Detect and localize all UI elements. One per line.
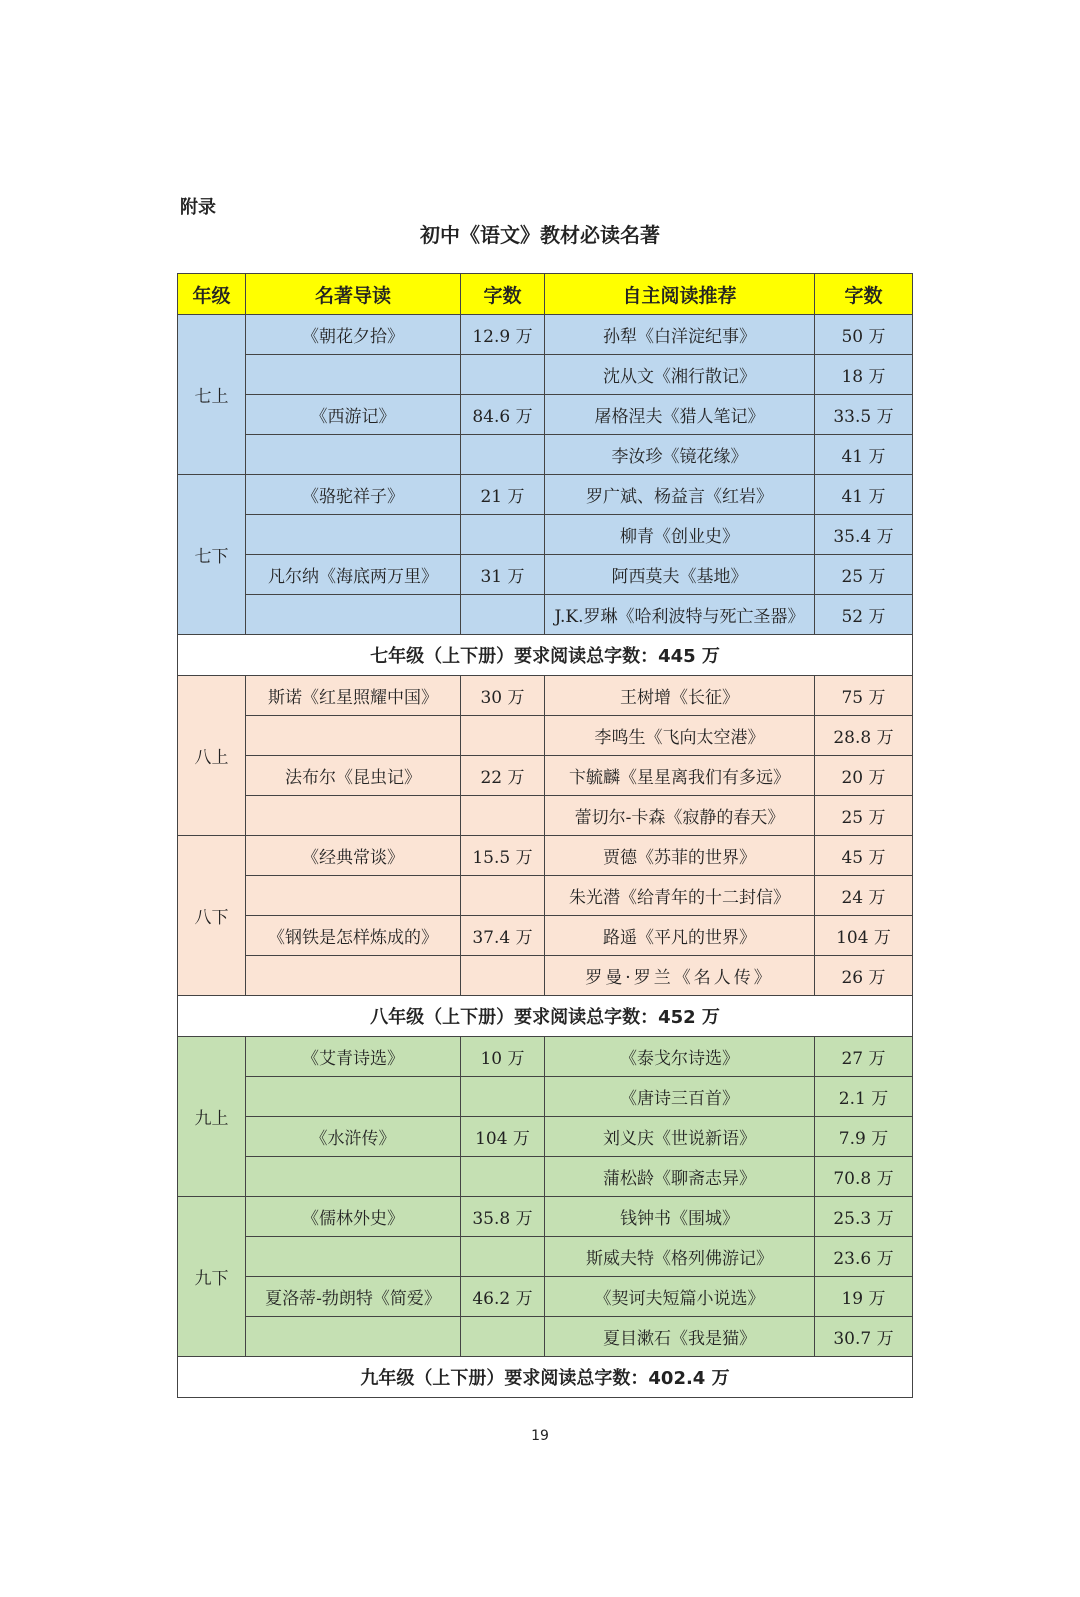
recommended-count: 25 万: [815, 796, 913, 836]
header-word-count-2: 字数: [815, 274, 913, 315]
recommended-count: 30.7 万: [815, 1317, 913, 1357]
recommended-count: 18 万: [815, 355, 913, 395]
guided-count: [461, 796, 545, 836]
guided-count: 35.8 万: [461, 1197, 545, 1237]
grade-cell: 七下: [178, 475, 246, 635]
recommended-count: 25.3 万: [815, 1197, 913, 1237]
header-guided-reading: 名著导读: [246, 274, 461, 315]
table-row: [178, 355, 913, 395]
table-row: [178, 756, 913, 796]
table-row: [178, 1157, 913, 1197]
guided-count: 46.2 万: [461, 1277, 545, 1317]
recommended-book: 屠格涅夫《猎人笔记》: [545, 395, 815, 435]
guided-book: 《钢铁是怎样炼成的》: [246, 916, 461, 956]
page-number: 19: [531, 1428, 549, 1444]
recommended-count: 41 万: [815, 435, 913, 475]
guided-count: 84.6 万: [461, 395, 545, 435]
guided-book: [246, 796, 461, 836]
guided-count: [461, 1157, 545, 1197]
recommended-count: 26 万: [815, 956, 913, 996]
table-row: [178, 1237, 913, 1277]
table-row: [178, 395, 913, 435]
guided-count: [461, 716, 545, 756]
recommended-count: 75 万: [815, 676, 913, 716]
page-title: 初中《语文》教材必读名著: [420, 223, 660, 247]
recommended-book: 柳青《创业史》: [545, 515, 815, 555]
recommended-book: 贾德《苏菲的世界》: [545, 836, 815, 876]
recommended-book: 李汝珍《镜花缘》: [545, 435, 815, 475]
recommended-book: 罗曼·罗兰《名人传》: [545, 956, 815, 996]
grade-8-total: 八年级（上下册）要求阅读总字数：452 万: [178, 996, 913, 1037]
grade-cell: 七上: [178, 315, 246, 475]
recommended-count: 41 万: [815, 475, 913, 515]
header-row: [178, 274, 913, 315]
guided-book: 《水浒传》: [246, 1117, 461, 1157]
recommended-book: 夏目漱石《我是猫》: [545, 1317, 815, 1357]
table-row: [178, 676, 913, 716]
guided-book: 《骆驼祥子》: [246, 475, 461, 515]
grade-cell: 八下: [178, 836, 246, 996]
table-row: [178, 836, 913, 876]
recommended-count: 27 万: [815, 1037, 913, 1077]
grade-cell: 八上: [178, 676, 246, 836]
recommended-count: 52 万: [815, 595, 913, 635]
guided-book: 法布尔《昆虫记》: [246, 756, 461, 796]
table-row: [178, 1117, 913, 1157]
table-row: [178, 595, 913, 635]
guided-book: [246, 515, 461, 555]
guided-count: [461, 956, 545, 996]
guided-book: [246, 716, 461, 756]
recommended-book: 路遥《平凡的世界》: [545, 916, 815, 956]
table-row: [178, 555, 913, 595]
guided-count: 30 万: [461, 676, 545, 716]
guided-count: [461, 1237, 545, 1277]
recommended-count: 28.8 万: [815, 716, 913, 756]
recommended-book: 刘义庆《世说新语》: [545, 1117, 815, 1157]
recommended-count: 104 万: [815, 916, 913, 956]
recommended-book: 朱光潜《给青年的十二封信》: [545, 876, 815, 916]
guided-count: [461, 355, 545, 395]
guided-book: [246, 1317, 461, 1357]
recommended-book: 《泰戈尔诗选》: [545, 1037, 815, 1077]
guided-count: [461, 1317, 545, 1357]
recommended-count: 19 万: [815, 1277, 913, 1317]
guided-book: 斯诺《红星照耀中国》: [246, 676, 461, 716]
table-row: [178, 1037, 913, 1077]
grade-cell: 九上: [178, 1037, 246, 1197]
recommended-count: 33.5 万: [815, 395, 913, 435]
table-row: [178, 515, 913, 555]
total-row: [178, 635, 913, 676]
table-row: [178, 315, 913, 355]
grade-cell: 九下: [178, 1197, 246, 1357]
recommended-count: 23.6 万: [815, 1237, 913, 1277]
guided-count: 15.5 万: [461, 836, 545, 876]
recommended-count: 7.9 万: [815, 1117, 913, 1157]
recommended-book: 钱钟书《围城》: [545, 1197, 815, 1237]
recommended-count: 50 万: [815, 315, 913, 355]
guided-book: 夏洛蒂-勃朗特《简爱》: [246, 1277, 461, 1317]
guided-book: 《儒林外史》: [246, 1197, 461, 1237]
guided-book: 凡尔纳《海底两万里》: [246, 555, 461, 595]
reading-list-table: [177, 273, 913, 1398]
table-row: [178, 916, 913, 956]
appendix-label: 附录: [180, 197, 216, 218]
guided-book: [246, 1157, 461, 1197]
recommended-book: 罗广斌、杨益言《红岩》: [545, 475, 815, 515]
recommended-book: 斯威夫特《格列佛游记》: [545, 1237, 815, 1277]
recommended-book: 李鸣生《飞向太空港》: [545, 716, 815, 756]
grade-7-total: 七年级（上下册）要求阅读总字数：445 万: [178, 635, 913, 676]
recommended-book: 《唐诗三百首》: [545, 1077, 815, 1117]
guided-count: [461, 515, 545, 555]
guided-book: [246, 1077, 461, 1117]
guided-book: [246, 956, 461, 996]
table-row: [178, 716, 913, 756]
recommended-count: 25 万: [815, 555, 913, 595]
grade-9-total: 九年级（上下册）要求阅读总字数：402.4 万: [178, 1357, 913, 1398]
guided-count: [461, 876, 545, 916]
guided-book: 《朝花夕拾》: [246, 315, 461, 355]
header-grade: 年级: [178, 274, 246, 315]
table-row: [178, 876, 913, 916]
recommended-count: 45 万: [815, 836, 913, 876]
guided-count: 21 万: [461, 475, 545, 515]
recommended-book: 蕾切尔-卡森《寂静的春天》: [545, 796, 815, 836]
guided-count: [461, 435, 545, 475]
guided-count: 104 万: [461, 1117, 545, 1157]
recommended-book: 孙犁《白洋淀纪事》: [545, 315, 815, 355]
table-row: [178, 956, 913, 996]
total-row: [178, 996, 913, 1037]
table-row: [178, 1277, 913, 1317]
recommended-count: 2.1 万: [815, 1077, 913, 1117]
header-word-count: 字数: [461, 274, 545, 315]
recommended-count: 70.8 万: [815, 1157, 913, 1197]
recommended-book: J.K.罗琳《哈利波特与死亡圣器》: [545, 595, 815, 635]
table-row: [178, 1077, 913, 1117]
recommended-book: 蒲松龄《聊斋志异》: [545, 1157, 815, 1197]
header-recommended-reading: 自主阅读推荐: [545, 274, 815, 315]
guided-count: 31 万: [461, 555, 545, 595]
guided-book: [246, 876, 461, 916]
guided-count: 10 万: [461, 1037, 545, 1077]
guided-count: 22 万: [461, 756, 545, 796]
guided-count: 37.4 万: [461, 916, 545, 956]
recommended-book: 阿西莫夫《基地》: [545, 555, 815, 595]
guided-book: 《西游记》: [246, 395, 461, 435]
guided-count: 12.9 万: [461, 315, 545, 355]
guided-book: 《艾青诗选》: [246, 1037, 461, 1077]
total-row: [178, 1357, 913, 1398]
recommended-book: 沈从文《湘行散记》: [545, 355, 815, 395]
guided-count: [461, 595, 545, 635]
table-row: [178, 475, 913, 515]
recommended-book: 《契诃夫短篇小说选》: [545, 1277, 815, 1317]
guided-book: [246, 355, 461, 395]
table-row: [178, 435, 913, 475]
recommended-count: 24 万: [815, 876, 913, 916]
guided-book: [246, 595, 461, 635]
guided-book: [246, 1237, 461, 1277]
table-row: [178, 796, 913, 836]
recommended-book: 卞毓麟《星星离我们有多远》: [545, 756, 815, 796]
recommended-count: 20 万: [815, 756, 913, 796]
recommended-book: 王树增《长征》: [545, 676, 815, 716]
table-row: [178, 1197, 913, 1237]
guided-book: 《经典常谈》: [246, 836, 461, 876]
guided-book: [246, 435, 461, 475]
guided-count: [461, 1077, 545, 1117]
table-row: [178, 1317, 913, 1357]
recommended-count: 35.4 万: [815, 515, 913, 555]
